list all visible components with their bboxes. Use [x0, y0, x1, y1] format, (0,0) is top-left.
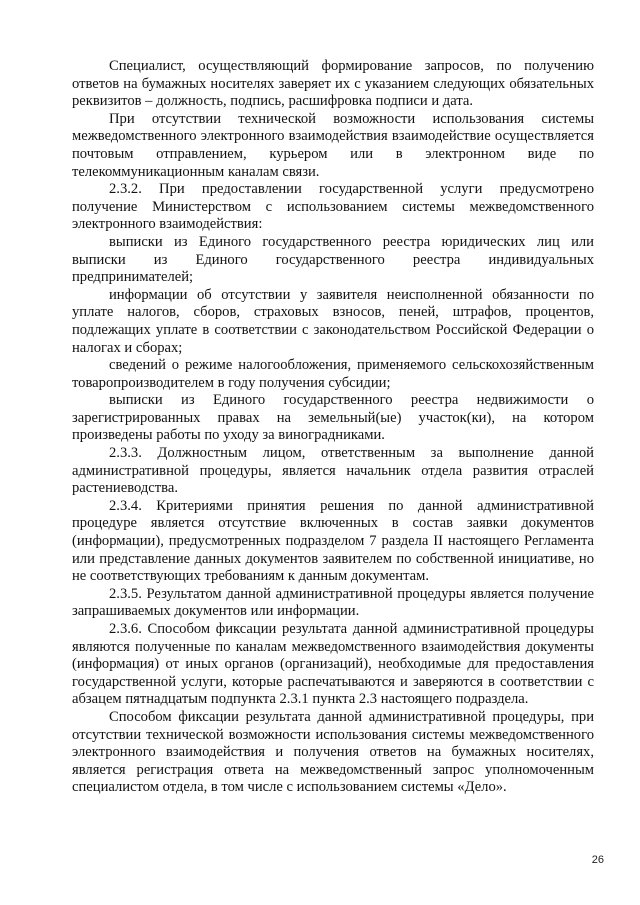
paragraph: 2.3.2. При предоставлении государственной услуги предусмотрено получение Министерством с использованием системы межведомственного электронного взаимодействия:	[72, 181, 594, 233]
paragraph: 2.3.4. Критериями принятия решения по данной административной процедуре является отсутствие включенных в состав заявки документов (информации), предусмотренных подразделом 7 раздела II настоящего Регламента или представление данных документов заявителем по собственной инициативе, но не соответствующих требованиям к данным документам.	[72, 497, 594, 585]
paragraph: сведений о режиме налогообложения, применяемого сельскохозяйственным товаропроизводителем в году получения субсидии;	[72, 357, 594, 391]
paragraph: выписки из Единого государственного реестра недвижимости о зарегистрированных правах на земельный(ые) участок(ки), на котором произведены работы по уходу за виноградниками.	[72, 392, 594, 444]
paragraph: 2.3.3. Должностным лицом, ответственным за выполнение данной административной процедуры, является начальник отдела развития отраслей растениеводства.	[72, 445, 594, 497]
paragraph: Способом фиксации результата данной административной процедуры, при отсутствии технической возможности использования системы межведомственного электронного взаимодействия и получения ответов на бумажных носителях, является регистрация ответа на межведомственный запрос уполномоченным специалистом отдела, в том числе с использованием системы «Дело».	[72, 708, 594, 796]
page-number: 26	[591, 854, 604, 866]
paragraph: 2.3.6. Способом фиксации результата данной административной процедуры являются полученные по каналам межведомственного взаимодействия документы (информация) от иных органов (организаций), необходимые для предоставления государственной услуги, которые распечатываются и заверяются в соответствии с абзацем пятнадцатым подпункта 2.3.1 пункта 2.3 настоящего подраздела.	[72, 621, 594, 708]
paragraph: выписки из Единого государственного реестра юридических лиц или выписки из Единого государственного реестра индивидуальных предпринимателей;	[72, 233, 594, 286]
paragraph: Специалист, осуществляющий формирование запросов, по получению ответов на бумажных носителях заверяет их с указанием следующих обязательных реквизитов – должность, подпись, расшифровка подписи и дата.	[72, 58, 594, 110]
paragraph: информации об отсутствии у заявителя неисполненной обязанности по уплате налогов, сборов, страховых взносов, пеней, штрафов, процентов, подлежащих уплате в соответствии с законодательством Российской Федерации о налогах и сборах;	[72, 286, 594, 356]
paragraph: При отсутствии технической возможности использования системы межведомственного электронного взаимодействия взаимодействие осуществляется почтовым отправлением, курьером или в электронном виде по телекоммуникационным каналам связи.	[72, 110, 594, 180]
paragraph: 2.3.5. Результатом данной административной процедуры является получение запрашиваемых документов или информации.	[72, 585, 594, 620]
